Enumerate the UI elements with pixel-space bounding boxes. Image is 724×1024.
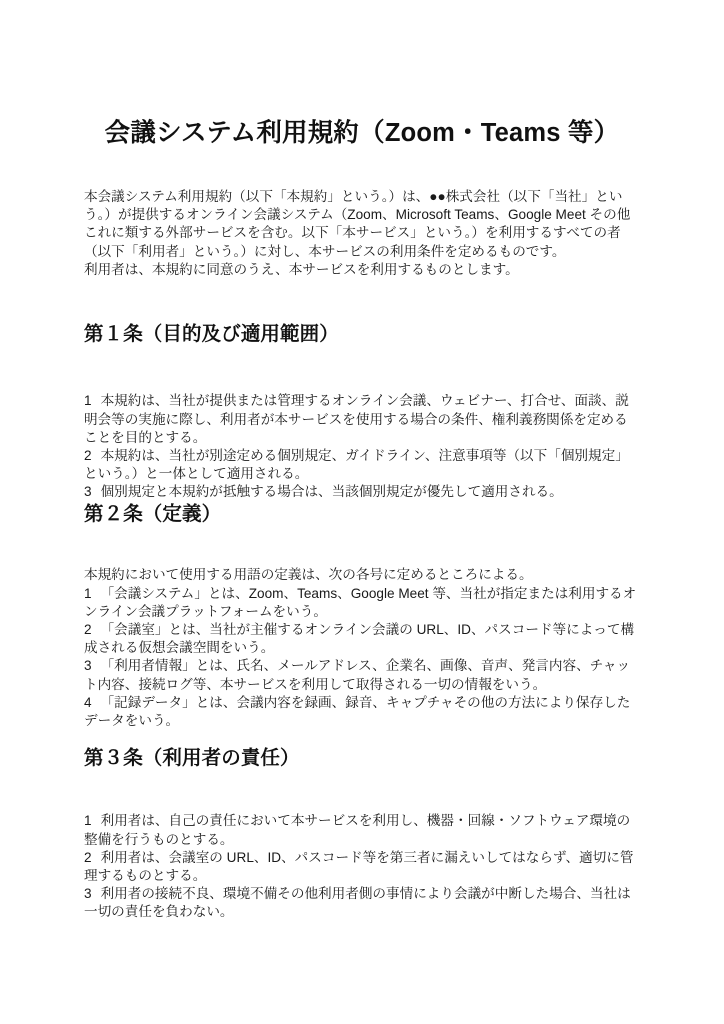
clause (84, 694, 640, 730)
clause-text: 「会議システム」とは、Zoom、Teams、Google Meet 等、当社が指定または利用するオンライン会議プラットフォームをいう。 (84, 585, 637, 619)
clause-text: 利用者の接続不良、環境不備その他利用者側の事情により会議が中断した場合、当社は一切の責任を負わない。 (84, 886, 631, 920)
clause-number: 2 (84, 621, 92, 637)
article-body (84, 392, 640, 501)
clause (84, 392, 640, 447)
clause (84, 585, 640, 621)
article-heading: 第１条（目的及び適用範囲） (84, 323, 339, 345)
clause-text: 「記録データ」とは、会議内容を録画、録音、キャプチャその他の方法により保存したデータをいう。 (84, 694, 631, 728)
clause (84, 657, 640, 693)
clause-number: 1 (84, 813, 92, 829)
article-lead-text: 本規約において使用する用語の定義は、次の各号に定めるところによる。 (84, 567, 533, 583)
clause-text: 「利用者情報」とは、氏名、メールアドレス、企業名、画像、音声、発言内容、チャット内容、接続ログ等、本サービスを利用して取得される一切の情報をいう。 (84, 658, 631, 692)
clause (84, 483, 640, 501)
article-heading: 第３条（利用者の責任） (84, 747, 300, 769)
intro-block (84, 188, 640, 279)
intro-paragraph: 利用者は、本規約に同意のうえ、本サービスを利用するものとします。 (84, 261, 519, 277)
article-heading: 第２条（定義） (84, 503, 222, 525)
clause-number: 2 (84, 447, 92, 463)
clause-text: 利用者は、会議室の URL、ID、パスコード等を第三者に漏えいしてはならず、適切に管理するものとする。 (84, 849, 634, 883)
article-section (84, 502, 640, 730)
clause (84, 447, 640, 483)
clause (84, 621, 640, 657)
article-section (84, 322, 640, 502)
clause-text: 本規約は、当社が別途定める個別規定、ガイドライン、注意事項等（以下「個別規定」という。）と一体として適用される。 (84, 447, 629, 482)
article-section (84, 746, 640, 922)
clause-number: 4 (84, 694, 92, 710)
page-title: 会議システム利用規約（Zoom・Teams 等） (104, 119, 620, 147)
clause (84, 849, 640, 885)
clause-text: 個別規定と本規約が抵触する場合は、当該個別規定が優先して適用される。 (100, 484, 563, 500)
clause-number: 1 (84, 393, 92, 409)
clause-number: 3 (84, 658, 92, 674)
intro-paragraph: 本会議システム利用規約（以下「本規約」という。）は、●●株式会社（以下「当社」という。）が提供するオンライン会議システム（Zoom、Microsoft Teams、Google Meet その他これに類する外部サービスを含む。以下「本サービス」という。）を利用するすべての者（以下「利用者」という。）に対し、本サービスの利用条件を定めるものです。 (84, 189, 631, 259)
clause (84, 812, 640, 848)
clause-number: 3 (84, 886, 92, 902)
article-body (84, 812, 640, 921)
clause-text: 利用者は、自己の責任において本サービスを利用し、機器・回線・ソフトウェア環境の整備を行うものとする。 (84, 813, 631, 847)
clause-text: 本規約は、当社が提供または管理するオンライン会議、ウェビナー、打合せ、面談、説明会等の実施に際し、利用者が本サービスを使用する場合の条件、権利義務関係を定めることを目的とする。 (84, 393, 629, 445)
clause-text: 「会議室」とは、当社が主催するオンライン会議の URL、ID、パスコード等によって構成される仮想会議空間をいう。 (84, 621, 635, 656)
article-body (84, 566, 640, 730)
clause (84, 885, 640, 921)
clause-number: 3 (84, 484, 92, 500)
clause-number: 2 (84, 849, 92, 865)
clause-number: 1 (84, 585, 92, 601)
